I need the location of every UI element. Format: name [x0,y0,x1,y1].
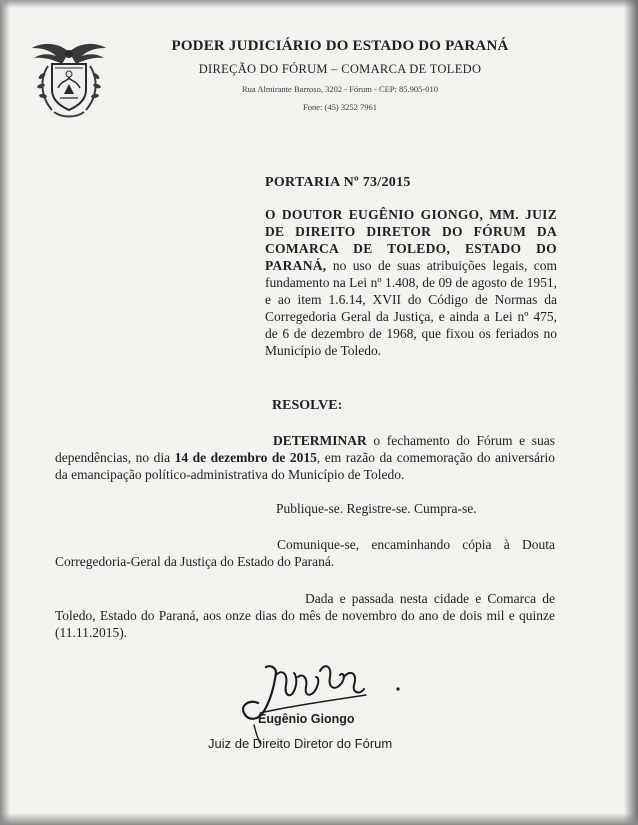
closing-paragraph: Dada e passada nesta cidade e Comarca de Toledo, Estado do Paraná, aos onze dias do mês de novembro do ano de dois mil e quinze (11.11.2015). [55,591,555,640]
signer-name: Eugênio Giongo [258,712,355,726]
institution-title: PODER JUDICIÁRIO DO ESTADO DO PARANÁ [171,38,509,54]
handwritten-signature-icon [236,655,411,745]
parana-coat-of-arms-icon [28,38,110,122]
scan-shadow-left [0,0,10,825]
determination-text-1: o fechamento do Fórum e suas dependências, no dia [55,433,555,465]
determination-text-2: , em razão da comemoração do aniversário da emancipação político-administrativa do Município de Toledo. [55,450,555,482]
preamble-paragraph [265,206,557,359]
department-title: DIREÇÃO DO FÓRUM – COMARCA DE TOLEDO [198,62,482,76]
determination-paragraph [55,432,555,483]
preamble-text: no uso de suas atribuições legais, com fundamento na Lei nº 1.408, de 09 de agosto de 1951, e ao item 1.6.14, XVII do Código de Normas da Corregedoria Geral da Justiça, e ainda a Lei nº 475, de 6 de dezembro de 1968, que fixou os feriados no Município de Toledo. [265,258,557,358]
publish-line: Publique-se. Registre-se. Cumpra-se. [276,501,477,516]
resolve-heading: RESOLVE: [272,398,343,413]
scan-shadow-right [624,0,638,825]
determination-date: 14 de dezembro de 2015 [174,450,317,465]
scan-shadow-bottom [0,813,638,825]
signer-role: Juiz de Direito Diretor do Fórum [208,736,393,751]
portaria-number: PORTARIA Nº 73/2015 [265,175,411,190]
preamble-bold: O DOUTOR EUGÊNIO GIONGO, MM. JUIZ DE DIREITO DIRETOR DO FÓRUM DA COMARCA DE TOLEDO, ESTADO DO PARANÁ, [265,207,557,273]
scan-shadow-top [0,0,638,8]
determination-keyword: DETERMINAR [273,433,367,448]
phone-line: Fone: (45) 3252 7961 [303,102,377,112]
communicate-paragraph: Comunique-se, encaminhando cópia à Douta Corregedoria-Geral da Justiça do Estado do Paraná. [55,537,555,569]
address-line: Rua Almirante Barroso, 3202 - Fórum - CEP: 85.905-010 [242,84,438,94]
